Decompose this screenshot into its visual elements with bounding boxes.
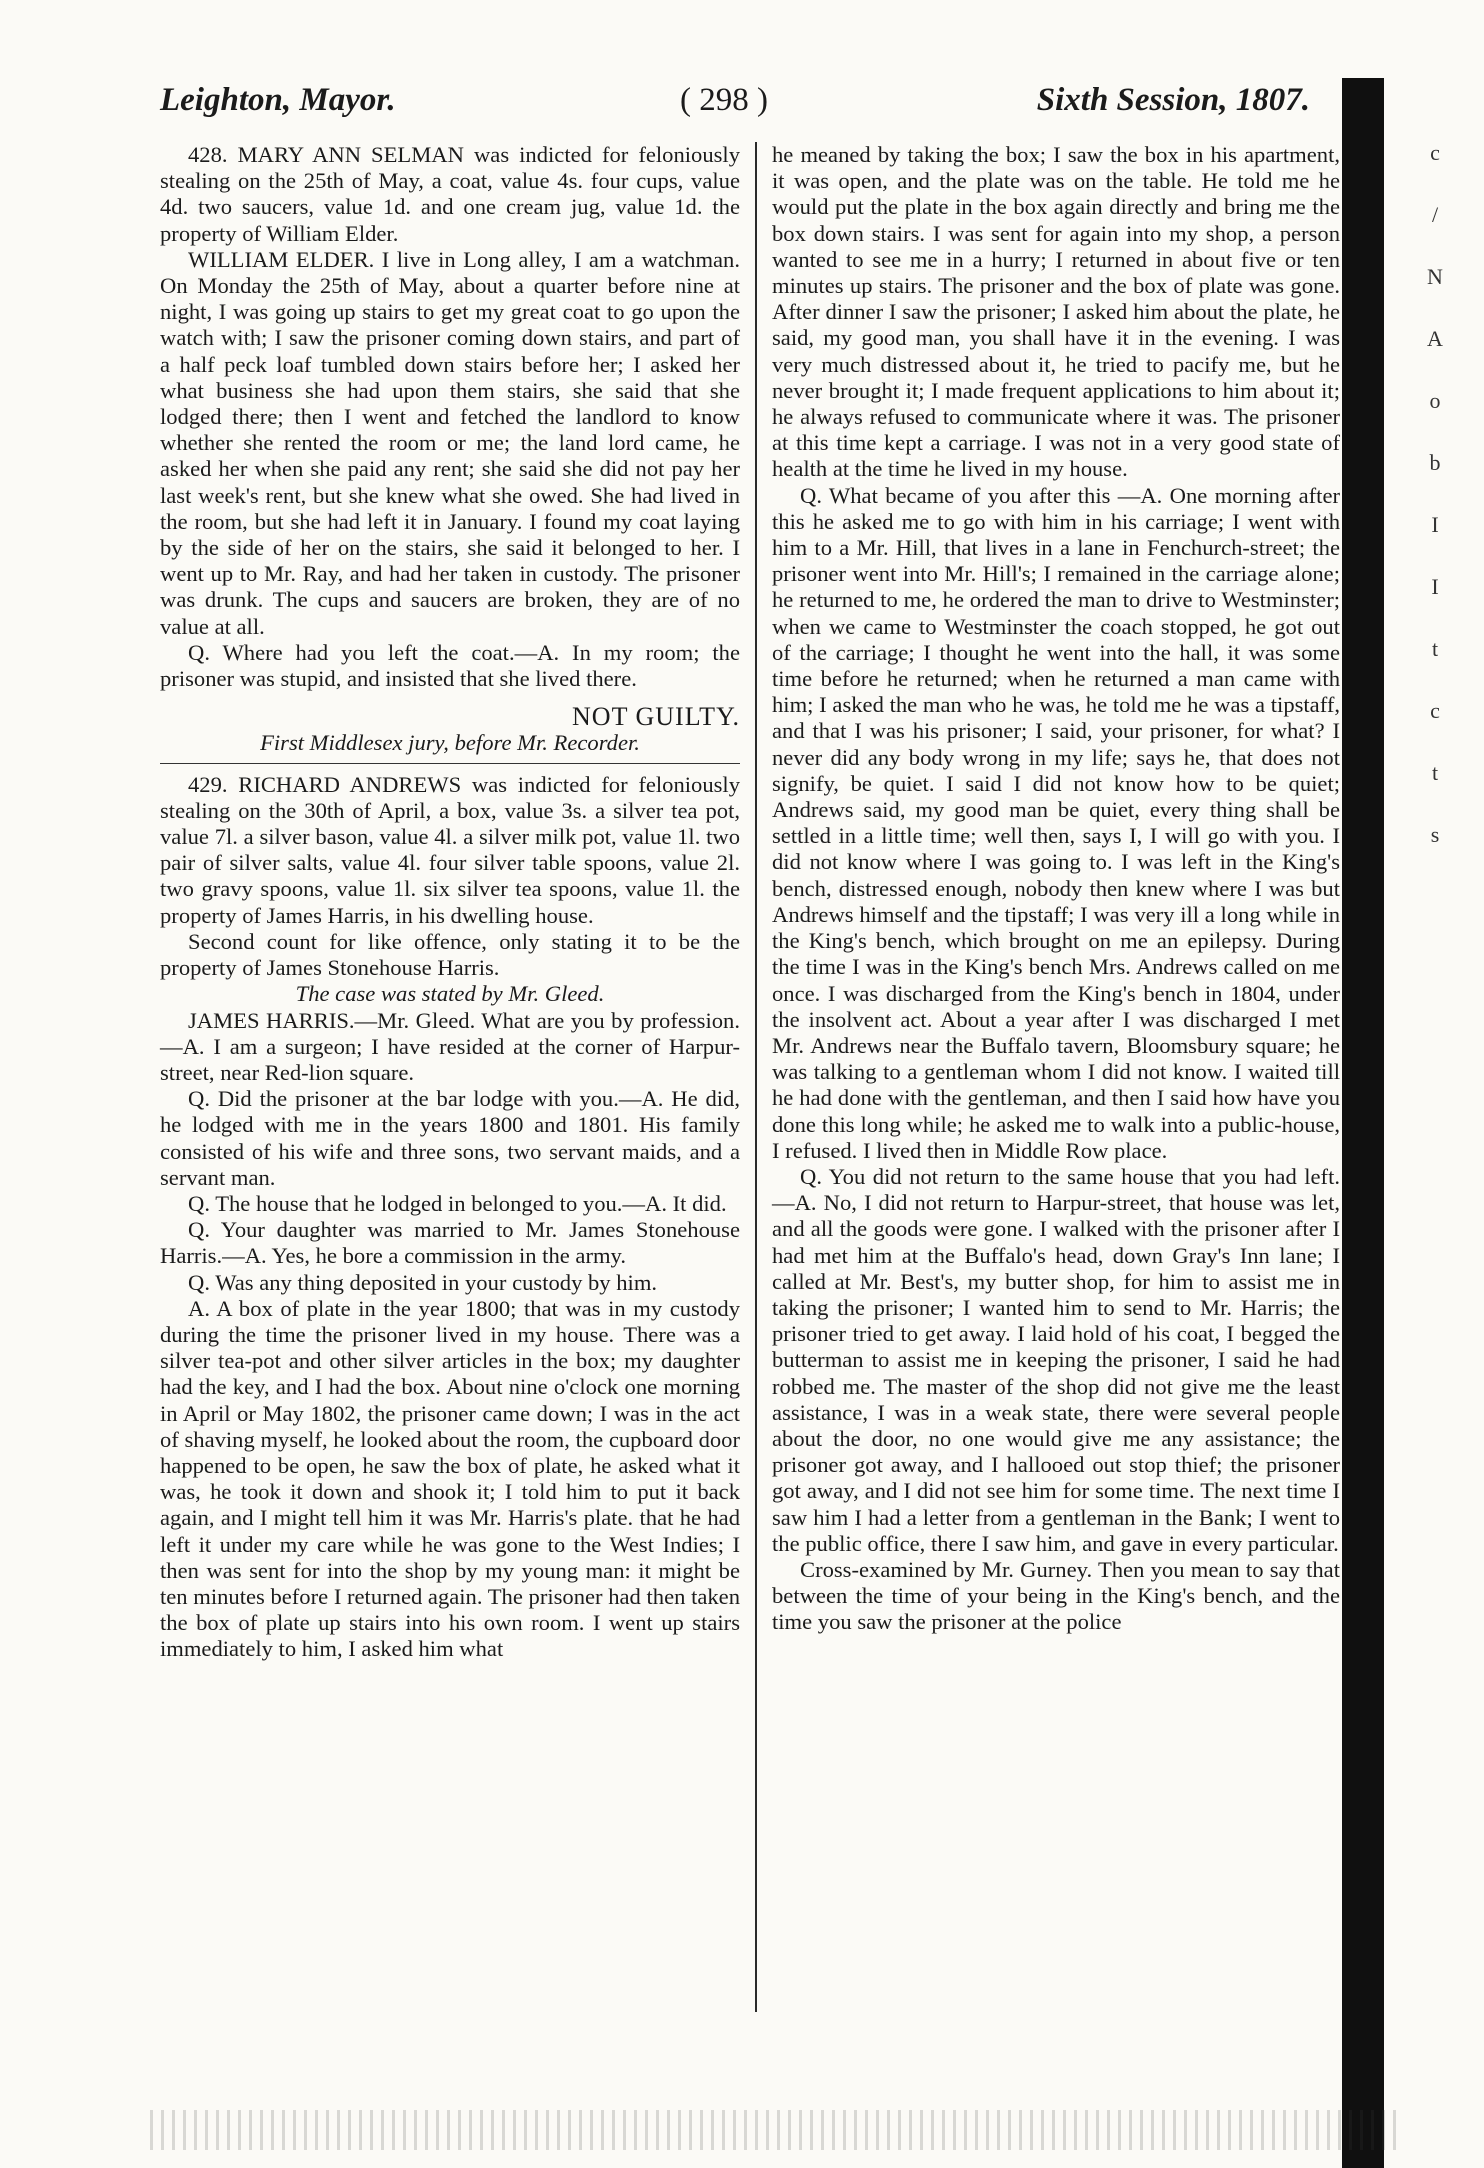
margin-mark: b <box>1429 450 1441 475</box>
witness-testimony: WILLIAM ELDER. I live in Long alley, I am a watchman. On Monday the 25th of May, about a quarter before nine at night, I was going up stairs to get my great coat to go upon the watch with; I saw the prisoner coming down stairs, and part of a half peck loaf tumbled down stairs before her; I asked her what business she had upon them stairs, she said that she lodged there; then I went and fetched the landlord to know whether she rented the room or me; the land lord came, he asked her when she paid any rent; she said she did not pay her last week's rent, but she knew what she owed. She had lived in the room, but she had left it in January. I found my coat laying by the side of her on the stairs, she said it belonged to her. I went up to Mr. Ray, and had her taken in custody. The prisoner was drunk. The cups and saucers are broken, they are of no value at all. <box>160 246 740 639</box>
verdict: NOT GUILTY. <box>572 702 740 732</box>
case-429-indictment: 429. RICHARD ANDREWS was indicted for feloniously stealing on the 30th of April, a box, value 3s. a silver tea pot, value 7l. a silver bason, value 4l. a silver milk pot, value 1l. two pair of silver salts, value 4l. four silver table spoons, value 2l. two gravy spoons, value 1l. six silver tea spoons, value 1l. the property of James Harris, in his dwelling house. <box>160 771 740 928</box>
second-count: Second count for like offence, only stating it to be the property of James Stonehouse Harris. <box>160 928 740 981</box>
column-divider <box>755 142 757 2012</box>
question-answer: Q. What became of you after this —A. One morning after this he asked me to go with him in his carriage; I went with him to a Mr. Hill, that lives in a lane in Fenchurch-street; the prisoner went into Mr. Hill's; I remained in the carriage alone; he returned to me, he ordered the man to drive to Westminster; when we came to Westminster the coach stopped, he got out of the carriage; I thought he went into the hall, it was some time before he returned; when he returned a man came with him; I asked the man who he was, he told me he was a tipstaff, and that I was his prisoner; I said, your prisoner, for what? I never did any body wrong in my life; says he, that does not signify, be quiet. I said I did not know how to be quiet; Andrews said, my good man be quiet, every thing shall be settled in a little time; well then, says I, I will go with you. I did not know where I was going to. I was left in the King's bench, distressed enough, nobody then knew where I was but Andrews himself and the tipstaff; I was very ill a long while in the King's bench, which brought on me an epilepsy. During the time I was in the King's bench Mrs. Andrews called on me once. I was discharged from the King's bench in 1804, under the insolvent act. About a year after I was discharged I met Mr. Andrews near the Buffalo tavern, Bloomsbury square; he was talking to a gentleman whom I did not know. I waited till he had done with the gentleman, and then I said how have you done this long while; he asked me to walk into a public-house, I refused. I lived then in Middle Row place. <box>772 482 1340 1163</box>
margin-mark: N <box>1427 264 1443 289</box>
case-stated-by: The case was stated by Mr. Gleed. <box>295 981 605 1007</box>
margin-mark: s <box>1430 822 1440 847</box>
cross-examination: Cross-examined by Mr. Gurney. Then you mean to say that between the time of your being in the King's bench, and the time you saw the prisoner at the police <box>772 1556 1340 1635</box>
question-answer: Q. Where had you left the coat.—A. In my room; the prisoner was stupid, and insisted that she lived there. <box>160 639 740 692</box>
header-right: Sixth Session, 1807. <box>1036 82 1310 118</box>
question-answer: Q. You did not return to the same house that you had left.—A. No, I did not return to Harpur-street, that house was let, and all the goods were gone. I walked with the prisoner after I had met him at the Buffalo's head, down Gray's Inn lane; I called at Mr. Best's, my butter shop, for him to assist me in taking the prisoner; I wanted him to send to Mr. Harris; the prisoner tried to get away. I laid hold of his coat, I begged the butterman to assist me in keeping the prisoner, I said he had robbed me. The master of the shop did not give me the least assistance, I was in a weak state, there were several people about the door, no one would give me any assistance; the prisoner got away, and I hallooed out stop thief; the prisoner got away, and I did not see him for some time. The next time I saw him I had a letter from a gentleman in the Bank; I went to the public office, there I saw him, and gave in every particular. <box>772 1163 1340 1556</box>
margin-marks <box>1400 140 1470 884</box>
header-left: Leighton, Mayor. <box>160 82 396 118</box>
jury-line: First Middlesex jury, before Mr. Recorder. <box>260 730 640 756</box>
margin-mark: I <box>1431 574 1439 599</box>
margin-mark: c <box>1430 140 1440 165</box>
margin-mark: c <box>1430 698 1440 723</box>
page-number: ( 298 ) <box>680 82 768 118</box>
left-column <box>160 142 740 1663</box>
margin-mark: t <box>1431 760 1439 785</box>
running-header <box>160 82 1310 132</box>
answer-paragraph: A. A box of plate in the year 1800; that was in my custody during the time the prisoner lived in my house. There was a silver tea-pot and other silver articles in the box; my daughter had the key, and I had the box. About nine o'clock one morning in April or May 1802, the prisoner came down; I was in the act of shaving myself, he looked about the room, the cupboard door happened to be open, he saw the box of plate, he asked what it was, he took it down and shook it; I told him to put it back again, and I might tell him it was Mr. Harris's plate. that he had left it under my care while he was gone to the West Indies; I then was sent for into the shop by my young man: it might be ten minutes before I returned again. The prisoner had then taken the box of plate up stairs into his own room. I went up stairs immediately to him, I asked him what <box>160 1295 740 1662</box>
testimony-continued: he meaned by taking the box; I saw the box in his apartment, it was open, and the plate was on the table. He told me he would put the plate in the box again directly and bring me the box down stairs. I was sent for again into my shop, a person wanted to see me in a hurry; I returned in about five or ten minutes up stairs. The prisoner and the box of plate was gone. After dinner I saw the prisoner; I asked him about the plate, he said, my good man, you shall have it in the evening. I was very much distressed about it, he tried to pacify me, but he never brought it; I made frequent applications to him about it; he always refused to communicate where it was. The prisoner at this time kept a carriage. I was not in a very good state of health at the time he lived in my house. <box>772 142 1340 482</box>
margin-mark: t <box>1431 636 1439 661</box>
section-rule <box>160 763 740 764</box>
page-edge-shadow <box>1342 78 1384 2168</box>
scan-artifacts <box>150 2110 1400 2150</box>
margin-mark: I <box>1431 512 1439 537</box>
witness-testimony: JAMES HARRIS.—Mr. Gleed. What are you by profession.—A. I am a surgeon; I have resided at the corner of Harpur-street, near Red-lion square. <box>160 1007 740 1085</box>
right-column <box>772 142 1340 1636</box>
question-answer: Q. Your daughter was married to Mr. James Stonehouse Harris.—A. Yes, he bore a commission in the army. <box>160 1217 740 1269</box>
margin-mark: / <box>1431 202 1439 227</box>
question-answer: Q. Was any thing deposited in your custody by him. <box>188 1269 658 1295</box>
question-answer: Q. Did the prisoner at the bar lodge with you.—A. He did, he lodged with me in the years 1800 and 1801. His family consisted of his wife and three sons, two servant maids, and a servant man. <box>160 1086 740 1190</box>
case-428-indictment: 428. MARY ANN SELMAN was indicted for feloniously stealing on the 25th of May, a coat, value 4s. four cups, value 4d. two saucers, value 1d. and one cream jug, value 1d. the property of William Elder. <box>160 142 740 246</box>
margin-mark: A <box>1427 326 1443 351</box>
margin-mark: o <box>1429 388 1441 413</box>
question-answer: Q. The house that he lodged in belonged to you.—A. It did. <box>188 1190 727 1216</box>
